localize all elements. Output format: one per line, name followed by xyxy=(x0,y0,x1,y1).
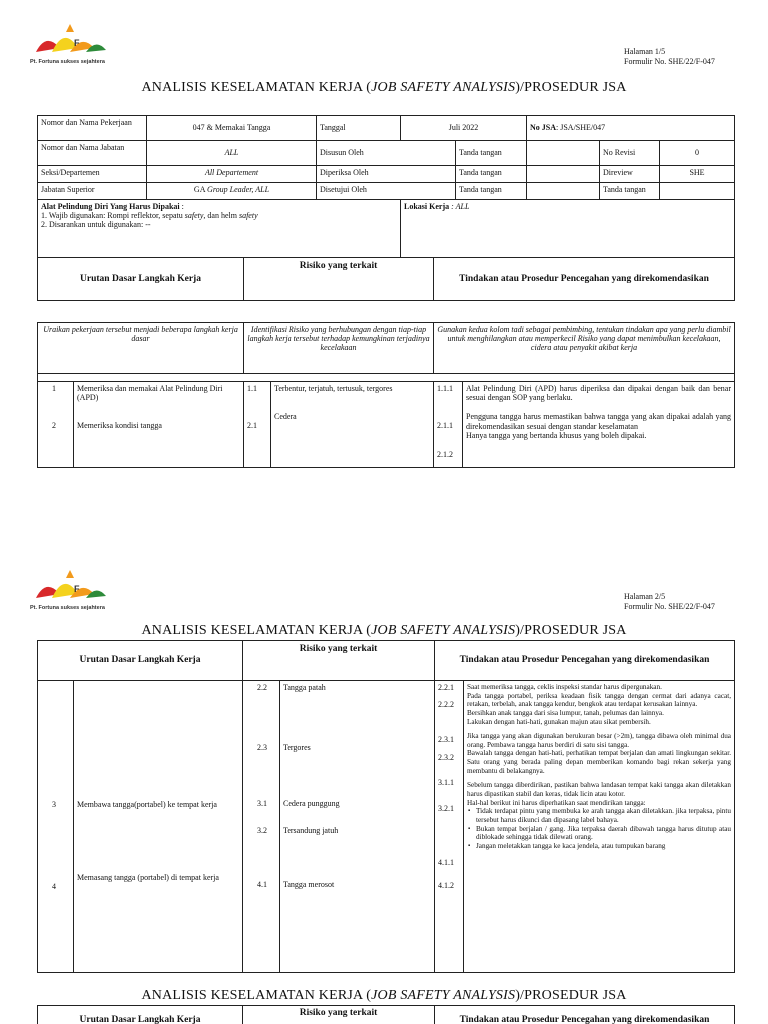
company-name: Pt. Fortuna sukses sejahtera xyxy=(30,59,105,65)
prepared-by-label: Disusun Oleh xyxy=(317,141,456,166)
company-logo xyxy=(30,22,120,65)
column-header-table xyxy=(37,257,735,301)
company-logo-2 xyxy=(30,568,120,611)
page-number: Halaman 1/5 xyxy=(624,47,666,56)
page-title-2: ANALISIS KESELAMATAN KERJA (JOB SAFETY ANALYSIS)/PROSEDUR JSA xyxy=(141,623,627,638)
apd-recommended: 2. Disarankan untuk digunakan: -- xyxy=(41,220,151,230)
guide-actions: Gunakan kedua kolom tadi sebagai pembimbing, tentukan tindakan apa yang perlu diambil untuk menghilangkan atau memperkecil Risiko yang dapat menimbulkan kecelakaan, cidera atau penyakit akibat kerja xyxy=(434,323,735,374)
risk-4-1: Tangga merosot xyxy=(283,879,335,889)
risk-numbers: 1.1 2.1 xyxy=(244,382,271,468)
jsa-table-page2 xyxy=(37,680,735,973)
risk-3-2: Tersandung jatuh xyxy=(283,825,339,835)
form-number: Formulir No. SHE/22/F-047 xyxy=(624,602,715,611)
section-value: All Departement xyxy=(147,166,317,183)
reviewed-value: SHE xyxy=(660,166,735,183)
page-number: Halaman 2/5 xyxy=(624,592,666,601)
action-2-1-2: Hanya tangga yang bertanda khusus yang boleh dipakai. xyxy=(466,430,647,440)
page-meta-2 xyxy=(624,592,715,612)
risk-2-1: Cedera xyxy=(274,412,297,422)
superior-value: GA Group Leader, ALL xyxy=(147,183,317,200)
reviewed-label: Direview xyxy=(600,166,660,183)
step-2: Memeriksa kondisi tangga xyxy=(77,421,162,431)
superior-label: Jabatan Superior xyxy=(38,183,147,200)
col-header-steps: Urutan Dasar Langkah Kerja xyxy=(38,1006,243,1024)
action-2-2-1: Saat memeriksa tangga, ceklis inspeksi standar harus dipergunakan. xyxy=(467,683,662,691)
info-table xyxy=(37,115,735,141)
guide-steps: Uraikan pekerjaan tersebut menjadi beberapa langkah kerja dasar xyxy=(38,323,244,374)
action-numbers: 1.1.1 2.1.1 2.1.2 xyxy=(434,382,463,468)
date-value: Juli 2022 xyxy=(401,116,527,141)
page-title-3: ANALISIS KESELAMATAN KERJA (JOB SAFETY ANALYSIS)/PROSEDUR JSA xyxy=(141,988,627,1003)
risk-1-1: Terbentur, terjatuh, tertusuk, tergores xyxy=(274,384,393,393)
action-4-1-2: Hal-hal berikut ini harus diperhatikan saat mendirikan tangga: xyxy=(467,798,646,807)
col-header-actions: Tindakan atau Prosedur Pencegahan yang direkomendasikan xyxy=(435,1006,735,1024)
action-4-1-1: Sebelum tangga diberdirikan, pastikan bahwa landasan tempat kaki tangga akan diletakkan harus dipastikan stabil dan keras, tidak licin atau kotor. xyxy=(467,781,731,799)
risk-3-1: Cedera punggung xyxy=(283,799,340,809)
company-name: Pt. Fortuna sukses sejahtera xyxy=(30,605,105,611)
risk-numbers: 2.2 2.3 3.1 3.2 4.1 xyxy=(243,681,280,973)
section-label: Seksi/Departemen xyxy=(38,166,147,183)
action-1-1-1: Alat Pelindung Diri (APD) harus diperiksa dan dipakai dengan baik dan benar sesuai dengan SOP yang berlaku. xyxy=(466,384,732,403)
fss-logo-icon xyxy=(30,22,120,54)
apd-table xyxy=(37,199,735,258)
jsa-number: No JSA: JSA/SHE/047 xyxy=(527,116,735,141)
action-3-1-1: Jika tangga yang akan digunakan berukuran besar (>2m), tangga dibawa oleh minimal dua orang. Pembawa tangga harus berdiri di satu sisi tangga. xyxy=(467,732,731,749)
risk-texts xyxy=(271,382,434,468)
step-4: Memasang tangga (portabel) di tempat kerja xyxy=(77,873,219,883)
signature-label: Tanda tangan xyxy=(456,183,527,200)
apd-required: 1. Wajib digunakan: Rompi reflektor, sepatu safety, dan helm safety xyxy=(41,211,258,221)
column-header-table-2 xyxy=(37,640,735,681)
position-value: ALL xyxy=(147,141,317,166)
location-cell: Lokasi Kerja : ALL xyxy=(401,200,735,258)
action-2-2-2: Pada tangga portabel, periksa keadaan fisik tangga dengan cermat dari adanya cacat, retakan, terbelah, anak tangga kendur, bengkok atau terdapat kerusakan lainnya. xyxy=(467,691,731,709)
svg-text:F: F xyxy=(74,584,80,594)
risk-2-3: Tergores xyxy=(283,743,311,753)
svg-text:F: F xyxy=(74,38,80,48)
action-2-1-1: Pengguna tangga harus memastikan bahwa tangga yang akan dipakai adalah yang direkomendasikan sesuai dengan standar keselamatan xyxy=(466,412,732,431)
col-header-steps: Urutan Dasar Langkah Kerja xyxy=(38,641,243,681)
signature-label: Tanda tangan xyxy=(600,183,660,200)
date-label: Tanggal xyxy=(317,116,401,141)
jsa-table-page1 xyxy=(37,322,735,468)
col-header-actions: Tindakan atau Prosedur Pencegahan yang direkomendasikan xyxy=(435,641,735,681)
info-table-2 xyxy=(37,140,735,200)
action-texts xyxy=(463,382,735,468)
page-title: ANALISIS KESELAMATAN KERJA (JOB SAFETY ANALYSIS)/PROSEDUR JSA xyxy=(141,80,627,95)
action-2-3-2: Lakukan dengan hati-hati, gunakan majun atau sikat pembersih. xyxy=(467,717,651,726)
signature-label: Tanda tangan xyxy=(456,141,527,166)
signature-label: Tanda tangan xyxy=(456,166,527,183)
approved-by-label: Disetujui Oleh xyxy=(317,183,456,200)
revision-label: No Revisi xyxy=(600,141,660,166)
step-3: Membawa tangga(portabel) ke tempat kerja xyxy=(77,800,217,809)
page-meta xyxy=(624,47,715,67)
job-label: Nomor dan Nama Pekerjaan xyxy=(38,116,147,141)
bullet-2: ▪ Bukan tempat berjalan / gang. Jika terpaksa daerah dibawah tangga harus ditutup atau diblokade sehingga tidak dilewati orang. xyxy=(467,825,731,842)
step-texts xyxy=(74,681,243,973)
step-numbers: 3 4 xyxy=(38,681,74,973)
col-header-risks: Risiko yang terkait xyxy=(244,258,434,301)
bullet-1: ▪ Tidak terdapat pintu yang membuka ke arah tangga akan diletakkan. jika terpaksa, pintu tersebut harus dikunci dan dipasang label bahaya. xyxy=(467,807,731,824)
col-header-risks: Risiko yang terkait xyxy=(243,1006,435,1024)
action-bullets xyxy=(467,807,731,850)
job-value: 047 & Memakai Tangga xyxy=(147,116,317,141)
checked-by-label: Diperiksa Oleh xyxy=(317,166,456,183)
action-numbers: 2.2.1 2.2.2 2.3.1 2.3.2 3.1.1 3.2.1 4.1.1 4.1.2 xyxy=(435,681,464,973)
risk-2-2: Tangga patah xyxy=(283,683,326,692)
col-header-actions: Tindakan atau Prosedur Pencegahan yang direkomendasikan xyxy=(434,258,735,301)
step-numbers: 1 2 xyxy=(38,382,74,468)
action-3-1-2: Bawalah tangga dengan hati-hati, perhatikan tempat berjalan dan amati lingkungan sekitar. Satu orang yang berada paling depan memberikan komando bagi rekan sekerja yang membantu di belakangnya. xyxy=(467,749,731,775)
bullet-3: ▪ Jangan meletakkan tangga ke kaca jendela, atau tumpukan barang xyxy=(467,842,731,851)
col-header-risks: Risiko yang terkait xyxy=(243,641,435,681)
col-header-steps: Urutan Dasar Langkah Kerja xyxy=(38,258,244,301)
fss-logo-icon xyxy=(30,568,120,600)
step-1: Memeriksa dan memakai Alat Pelindung Diri (APD) xyxy=(77,384,223,403)
guide-risks: Identifikasi Risiko yang berhubungan dengan tiap-tiap langkah kerja tersebut terhadap kemungkinan terjadinya kecelakaan xyxy=(244,323,434,374)
position-label: Nomor dan Nama Jabatan xyxy=(38,141,147,166)
action-texts xyxy=(464,681,735,973)
step-texts xyxy=(74,382,244,468)
action-2-3-1: Bersihkan anak tangga dari sisa lumpur, tanah, pelumas dan lainnya. xyxy=(467,708,664,717)
apd-cell: Alat Pelindung Diri Yang Harus Dipakai : 1. Wajib digunakan: Rompi reflektor, sepatu safety, dan helm safety 2. Disarankan untuk digunakan: -- xyxy=(38,200,401,258)
risk-texts xyxy=(280,681,435,973)
revision-value: 0 xyxy=(660,141,735,166)
column-header-table-3 xyxy=(37,1005,735,1024)
form-number: Formulir No. SHE/22/F-047 xyxy=(624,57,715,66)
